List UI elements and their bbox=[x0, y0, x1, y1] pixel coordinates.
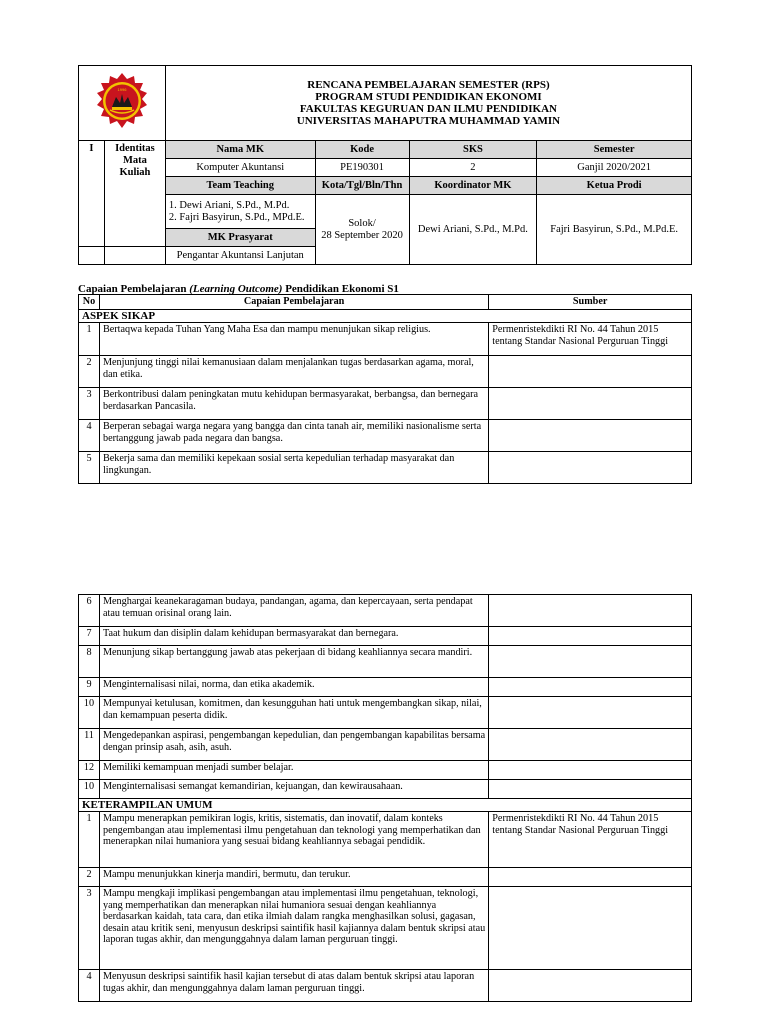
row-number: 12 bbox=[79, 761, 100, 780]
col-header-cp: Capaian Pembelajaran bbox=[99, 295, 488, 310]
section-aspek-sikap: ASPEK SIKAP bbox=[79, 310, 692, 323]
label-team-teaching: Team Teaching bbox=[165, 177, 315, 195]
table-row bbox=[79, 761, 692, 780]
value-nama-mk: Komputer Akuntansi bbox=[165, 159, 315, 177]
label-sks: SKS bbox=[409, 141, 537, 159]
row-source bbox=[489, 595, 692, 627]
row-text: Berperan sebagai warga negara yang bangga dan cinta tanah air, memiliki nasionalisme serta bertanggung jawab pada negara dan bangsa. bbox=[99, 420, 488, 452]
row-text: Mempunyai ketulusan, komitmen, dan kesungguhan hati untuk mengembangkan sikap, nilai, dan kemampuan peserta didik. bbox=[99, 697, 488, 729]
row-text: Mampu menerapkan pemikiran logis, kritis, sistematis, dan inovatif, dalam konteks pengembangan atau implementasi ilmu pengetahuan dan teknologi yang memperhatikan dan menerapkan nilai humaniora yang sesuai bidang keahliannya sebagai pendidik. bbox=[99, 812, 488, 868]
row-text: Berkontribusi dalam peningkatan mutu kehidupan bermasyarakat, berbangsa, dan bernegara berdasarkan Pancasila. bbox=[99, 388, 488, 420]
value-ketua-prodi: Fajri Basyirun, S.Pd., M.Pd.E. bbox=[537, 195, 692, 265]
rps-header-table bbox=[78, 65, 692, 265]
section-label bbox=[104, 141, 165, 247]
col-header-no: No bbox=[79, 295, 100, 310]
row-number: 2 bbox=[79, 868, 100, 887]
row-source bbox=[489, 729, 692, 761]
row-source bbox=[489, 678, 692, 697]
table-row bbox=[79, 697, 692, 729]
document-title bbox=[165, 66, 691, 141]
row-text: Taat hukum dan disiplin dalam kehidupan bermasyarakat dan bernegara. bbox=[99, 627, 488, 646]
row-text: Mengedepankan aspirasi, pengembangan kepedulian, dan pengembangan kapabilitas bersama dengan prinsip asah, asih, asuh. bbox=[99, 729, 488, 761]
row-text: Bekerja sama dan memiliki kepekaan sosial serta kepedulian terhadap masyarakat dan lingkungan. bbox=[99, 452, 488, 484]
row-text: Menghargai keanekaragaman budaya, pandangan, agama, dan kepercayaan, serta pendapat atau temuan orisinal orang lain. bbox=[99, 595, 488, 627]
learning-outcome-table-1 bbox=[78, 294, 692, 484]
row-text: Menjunjung tinggi nilai kemanusiaan dalam menjalankan tugas berdasarkan agama, moral, dan etika. bbox=[99, 356, 488, 388]
row-number: 8 bbox=[79, 646, 100, 678]
row-source: Permenristekdikti RI No. 44 Tahun 2015 tentang Standar Nasional Perguruan Tinggi bbox=[489, 812, 692, 868]
row-source bbox=[489, 627, 692, 646]
logo-cell bbox=[79, 66, 166, 141]
value-mk-prasyarat: Pengantar Akuntansi Lanjutan bbox=[165, 247, 315, 265]
row-text: Menyusun deskripsi saintifik hasil kajian tersebut di atas dalam bentuk skripsi atau laporan tugas akhir, dan mengunggahnya dalam laman perguruan tinggi. bbox=[99, 970, 488, 1002]
table-row bbox=[79, 323, 692, 356]
label-nama-mk: Nama MK bbox=[165, 141, 315, 159]
table-row bbox=[79, 780, 692, 799]
title-line-2: PROGRAM STUDI PENDIDIKAN EKONOMI bbox=[315, 91, 542, 103]
section-label-line: Mata bbox=[122, 155, 147, 166]
value-semester: Ganjil 2020/2021 bbox=[537, 159, 692, 177]
value-kota-tgl bbox=[315, 195, 409, 265]
row-number: 10 bbox=[79, 780, 100, 799]
row-text: Memiliki kemampuan menjadi sumber belajar. bbox=[99, 761, 488, 780]
row-number: 7 bbox=[79, 627, 100, 646]
value-team-teaching bbox=[165, 195, 315, 229]
kota-line: Solok/ bbox=[348, 217, 376, 229]
table-row bbox=[79, 868, 692, 887]
title-line-1: RENCANA PEMBELAJARAN SEMESTER (RPS) bbox=[307, 79, 550, 91]
row-text: Menginternalisasi nilai, norma, dan etika akademik. bbox=[99, 678, 488, 697]
row-text: Mampu mengkaji implikasi pengembangan atau implementasi ilmu pengetahuan, teknologi, yang memperhatikan dan menerapkan nilai humaniora sesuai dengan keahliannya berdasarkan kaidah, tata cara, dan etika ilmiah dalam rangka menghasilkan solusi, gagasan, desain atau kritik seni, menyusun deskripsi saintifik hasil kajiannya dalam bentuk skripsi atau laporan tugas akhir, dan mengunggahnya dalam laman perguruan tinggi. bbox=[99, 887, 488, 970]
section-keterampilan-umum: KETERAMPILAN UMUM bbox=[79, 799, 692, 812]
row-number: 3 bbox=[79, 388, 100, 420]
row-source bbox=[489, 868, 692, 887]
row-source bbox=[489, 970, 692, 1002]
table-row bbox=[79, 420, 692, 452]
row-number: 2 bbox=[79, 356, 100, 388]
learning-outcome-table-2 bbox=[78, 594, 692, 1002]
row-source bbox=[489, 887, 692, 970]
row-source bbox=[489, 761, 692, 780]
row-number: 6 bbox=[79, 595, 100, 627]
label-semester: Semester bbox=[537, 141, 692, 159]
team-member: 1. Dewi Ariani, S.Pd., M.Pd. bbox=[168, 199, 290, 211]
row-source: Permenristekdikti RI No. 44 Tahun 2015 tentang Standar Nasional Perguruan Tinggi bbox=[489, 323, 692, 356]
row-text: Mampu menunjukkan kinerja mandiri, bermutu, dan terukur. bbox=[99, 868, 488, 887]
table-row bbox=[79, 678, 692, 697]
row-source bbox=[489, 356, 692, 388]
title-line-3: FAKULTAS KEGURUAN DAN ILMU PENDIDIKAN bbox=[299, 103, 557, 115]
label-koordinator: Koordinator MK bbox=[409, 177, 537, 195]
row-number: 4 bbox=[79, 420, 100, 452]
table-row bbox=[79, 812, 692, 868]
logo-year: 1996 bbox=[117, 87, 127, 92]
row-number: 4 bbox=[79, 970, 100, 1002]
label-mk-prasyarat: MK Prasyarat bbox=[165, 229, 315, 247]
table-row bbox=[79, 646, 692, 678]
row-source bbox=[489, 697, 692, 729]
row-text: Bertaqwa kepada Tuhan Yang Maha Esa dan mampu menunjukan sikap religius. bbox=[99, 323, 488, 356]
caption-prefix: Capaian Pembelajaran bbox=[78, 283, 190, 295]
table-row bbox=[79, 729, 692, 761]
caption-italic: (Learning Outcome) bbox=[189, 283, 283, 295]
table-row bbox=[79, 627, 692, 646]
caption-suffix: Pendidikan Ekonomi S1 bbox=[282, 283, 399, 295]
label-kode: Kode bbox=[315, 141, 409, 159]
row-text: Menginternalisasi semangat kemandirian, kejuangan, dan kewirausahaan. bbox=[99, 780, 488, 799]
row-number: 3 bbox=[79, 887, 100, 970]
table-row bbox=[79, 595, 692, 627]
row-number: 9 bbox=[79, 678, 100, 697]
row-number: 10 bbox=[79, 697, 100, 729]
kota-line: 28 September 2020 bbox=[321, 229, 403, 241]
row-source bbox=[489, 420, 692, 452]
section-label-line: Kuliah bbox=[119, 167, 151, 178]
section-label-line: Identitas bbox=[115, 143, 155, 154]
table-row bbox=[79, 887, 692, 970]
row-number: 1 bbox=[79, 812, 100, 868]
col-header-source: Sumber bbox=[489, 295, 692, 310]
row-source bbox=[489, 388, 692, 420]
university-logo-icon bbox=[93, 72, 151, 130]
value-sks: 2 bbox=[409, 159, 537, 177]
row-text: Menunjung sikap bertanggung jawab atas pekerjaan di bidang keahliannya secara mandiri. bbox=[99, 646, 488, 678]
section-number: I bbox=[79, 141, 105, 247]
value-kode: PE190301 bbox=[315, 159, 409, 177]
row-source bbox=[489, 780, 692, 799]
label-kota-tgl: Kota/Tgl/Bln/Thn bbox=[315, 177, 409, 195]
table-row bbox=[79, 970, 692, 1002]
label-ketua-prodi: Ketua Prodi bbox=[537, 177, 692, 195]
table-row bbox=[79, 388, 692, 420]
row-source bbox=[489, 646, 692, 678]
row-number: 1 bbox=[79, 323, 100, 356]
title-line-4: UNIVERSITAS MAHAPUTRA MUHAMMAD YAMIN bbox=[296, 115, 561, 127]
row-source bbox=[489, 452, 692, 484]
row-number: 5 bbox=[79, 452, 100, 484]
table-row bbox=[79, 356, 692, 388]
row-number: 11 bbox=[79, 729, 100, 761]
value-koordinator: Dewi Ariani, S.Pd., M.Pd. bbox=[409, 195, 537, 265]
table-row bbox=[79, 452, 692, 484]
team-member: 2. Fajri Basyirun, S.Pd., MPd.E. bbox=[168, 211, 305, 223]
